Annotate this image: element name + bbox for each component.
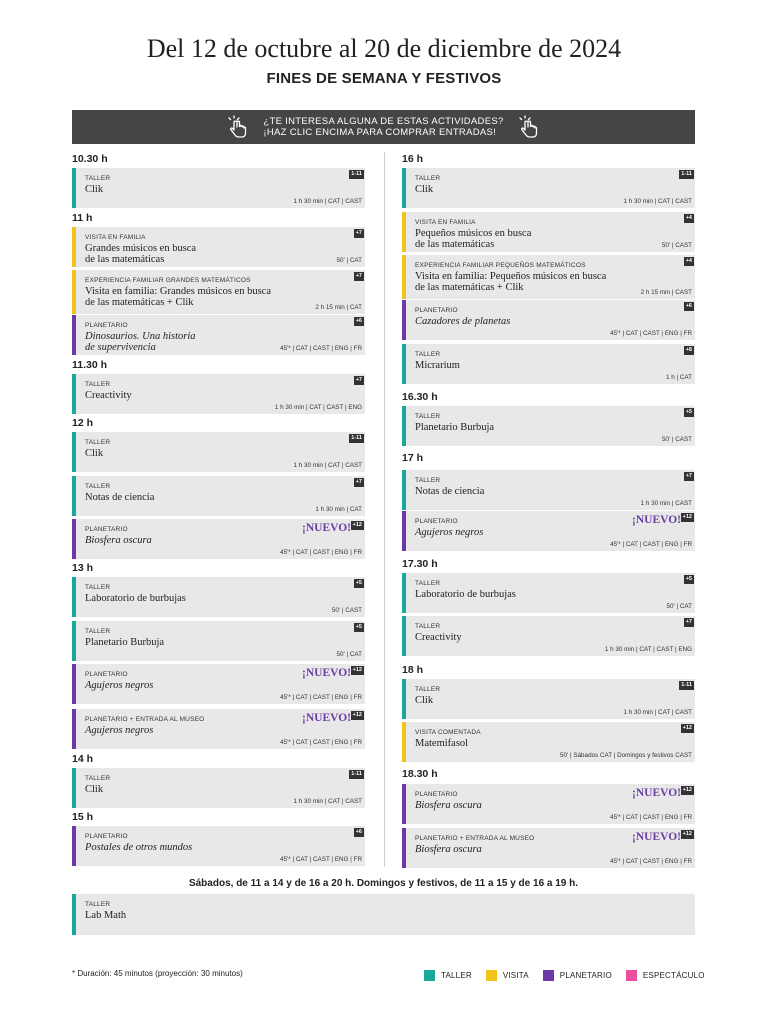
activity-name: Notas de ciencia (415, 486, 485, 497)
activity-name: Biosfera oscura (415, 800, 482, 811)
activity-category: PLANETARIO (415, 791, 458, 798)
category-color-bar (72, 270, 76, 314)
legend-item-planetario (543, 970, 612, 981)
activity-category: PLANETARIO (415, 307, 458, 314)
buy-tickets-banner[interactable] (72, 110, 695, 144)
activity-category: TALLER (415, 623, 441, 630)
page-subtitle: FINES DE SEMANA Y FESTIVOS (266, 70, 502, 87)
activity-duration-languages: 45'* | CAT | CAST | ENG | FR (280, 694, 362, 701)
category-color-bar (402, 406, 406, 446)
time-slot-heading: 15 h (72, 811, 94, 823)
age-badge: +5 (685, 409, 692, 415)
activity-category: TALLER (85, 381, 111, 388)
category-color-bar (72, 577, 76, 617)
age-badge: +6 (355, 829, 362, 835)
page-title: Del 12 de octubre al 20 de diciembre de 2024 (146, 34, 622, 63)
activity-duration-languages: 50' | CAST (661, 242, 692, 249)
activity-duration-languages: 1 h 30 min | CAT | CAST | ENG (274, 404, 362, 411)
duration-footnote: * Duración: 45 minutos (proyección: 30 minutos) (72, 969, 243, 978)
age-badge: +7 (355, 273, 362, 279)
age-badge: +12 (352, 522, 362, 528)
time-slot-heading: 18 h (402, 664, 424, 676)
activity-name: Dinosaurios. Una historia de supervivencia (85, 331, 196, 353)
activity-duration-languages: 50' | CAT (666, 603, 692, 610)
age-badge: +8 (685, 347, 692, 353)
activity-category: TALLER (415, 686, 441, 693)
time-slot-heading: 13 h (72, 562, 94, 574)
age-badge: +5 (685, 576, 692, 582)
activity-card[interactable] (402, 828, 695, 868)
activity-card[interactable] (402, 722, 695, 762)
legend-label: VISITA (502, 970, 529, 980)
activity-category: VISITA COMENTADA (415, 729, 481, 736)
activity-duration-languages: 45'* | CAT | CAST | ENG | FR (610, 330, 692, 337)
category-color-bar (402, 511, 406, 551)
activity-name: Agujeros negros (85, 725, 154, 736)
activity-card[interactable] (72, 519, 365, 559)
new-badge: ¡NUEVO! (632, 831, 681, 843)
activity-name: Lab Math (85, 910, 127, 921)
activity-duration-languages: 2 h 15 min | CAST (640, 289, 692, 296)
age-badge: 1-11 (681, 171, 692, 177)
activity-name: Biosfera oscura (85, 535, 152, 546)
activity-duration-languages: 45'* | CAT | CAST | ENG | FR (280, 345, 362, 352)
activity-card-lab-math[interactable] (72, 894, 695, 935)
activity-name: Biosfera oscura (415, 844, 482, 855)
category-color-bar (402, 784, 406, 824)
activity-duration-languages: 2 h 15 min | CAT (315, 304, 362, 311)
activity-duration-languages: 45'* | CAT | CAST | ENG | FR (280, 739, 362, 746)
activity-duration-languages: 50' | CAT (336, 257, 362, 264)
activity-duration-languages: 45'* | CAT | CAST | ENG | FR (280, 549, 362, 556)
activity-name: Agujeros negros (85, 680, 154, 691)
activity-name: Planetario Burbuja (85, 637, 165, 648)
age-badge: +12 (682, 787, 692, 793)
activity-category: PLANETARIO (85, 322, 128, 329)
activity-duration-languages: 1 h 30 min | CAST (640, 500, 692, 507)
activity-card[interactable] (402, 616, 695, 656)
category-color-bar (72, 768, 76, 808)
age-badge: +12 (682, 514, 692, 520)
age-badge: 1-11 (681, 682, 692, 688)
activity-card[interactable] (72, 709, 365, 749)
time-slot-heading: 17 h (402, 452, 424, 464)
new-badge: ¡NUEVO! (632, 787, 681, 799)
activity-card[interactable] (72, 621, 365, 661)
new-badge: ¡NUEVO! (302, 712, 351, 724)
time-slot-heading: 12 h (72, 417, 94, 429)
category-color-bar (402, 679, 406, 719)
activity-name: Creactivity (85, 390, 132, 401)
activity-category: TALLER (415, 413, 441, 420)
time-slot-heading: 17.30 h (402, 558, 438, 570)
legend-label: ESPECTÁCULO (642, 970, 705, 980)
category-color-bar (402, 168, 406, 208)
activity-card[interactable] (72, 826, 365, 866)
time-slot-heading: 10.30 h (72, 153, 108, 165)
activity-card[interactable] (402, 212, 695, 252)
category-color-bar (402, 470, 406, 510)
activity-name: Clik (415, 184, 434, 195)
activity-category: TALLER (85, 775, 111, 782)
activity-name: Visita en familia: Pequeños músicos en busca de las matemáticas + Clik (415, 271, 607, 293)
activity-category: PLANETARIO + ENTRADA AL MUSEO (85, 716, 205, 723)
category-color-bar (72, 315, 76, 355)
age-badge: +7 (685, 473, 692, 479)
hand-pointer-icon (518, 115, 540, 139)
age-badge: 1-11 (351, 435, 362, 441)
age-badge: +6 (685, 303, 692, 309)
legend-item-taller (424, 970, 472, 981)
category-color-bar (402, 255, 406, 299)
activity-category: PLANETARIO + ENTRADA AL MUSEO (415, 835, 535, 842)
activity-card[interactable] (72, 270, 365, 314)
category-color-bar (72, 621, 76, 661)
activity-duration-languages: 1 h 30 min | CAT | CAST (623, 198, 692, 205)
category-color-bar (72, 894, 76, 935)
category-color-bar (402, 573, 406, 613)
activity-category: EXPERIENCIA FAMILIAR PEQUEÑOS MATEMÁTICOS (415, 262, 586, 269)
age-badge: +7 (685, 619, 692, 625)
legend-item-espectaculo (626, 970, 705, 981)
activity-card[interactable] (72, 432, 365, 472)
activity-card[interactable] (72, 476, 365, 516)
activity-name: Clik (85, 784, 104, 795)
age-badge: 1-11 (351, 171, 362, 177)
age-badge: 1-11 (351, 771, 362, 777)
activity-name: Micrarium (415, 360, 460, 371)
age-badge: +4 (685, 215, 692, 221)
column-divider (384, 152, 385, 867)
activity-name: Planetario Burbuja (415, 422, 495, 433)
activity-duration-languages: 1 h | CAT (665, 374, 692, 381)
time-slot-heading: 16 h (402, 153, 424, 165)
activity-category: TALLER (85, 584, 111, 591)
category-legend (424, 969, 705, 981)
activity-card[interactable] (402, 470, 695, 510)
time-slot-heading: 11.30 h (72, 359, 108, 371)
age-badge: +12 (682, 831, 692, 837)
age-badge: +7 (355, 377, 362, 383)
activity-duration-languages: 45'* | CAT | CAST | ENG | FR (610, 858, 692, 865)
category-color-bar (402, 212, 406, 252)
activity-duration-languages: 1 h 30 min | CAT | CAST (293, 798, 362, 805)
activity-name: Pequeños músicos en busca de las matemáticas (415, 228, 532, 250)
activity-name: Agujeros negros (415, 527, 484, 538)
activity-name: Postales de otros mundos (85, 842, 193, 853)
activity-category: VISITA EN FAMILIA (415, 219, 476, 226)
activity-name: Laboratorio de burbujas (85, 593, 186, 604)
activity-name: Clik (415, 695, 434, 706)
category-color-bar (72, 476, 76, 516)
time-slot-heading: 11 h (72, 212, 93, 224)
activity-card[interactable] (402, 573, 695, 613)
category-color-bar (402, 344, 406, 384)
category-color-bar (72, 709, 76, 749)
activity-name: Clik (85, 448, 104, 459)
category-color-bar (72, 519, 76, 559)
activity-category: TALLER (85, 439, 111, 446)
activity-card[interactable] (402, 168, 695, 208)
activity-category: EXPERIENCIA FAMILIAR GRANDES MATEMÁTICOS (85, 277, 251, 284)
activity-duration-languages: 1 h 30 min | CAT (315, 506, 362, 513)
activity-card[interactable] (402, 406, 695, 446)
activity-category: TALLER (415, 175, 441, 182)
category-color-bar (72, 168, 76, 208)
category-color-bar (402, 828, 406, 868)
banner-line-1: ¿TE INTERESA ALGUNA DE ESTAS ACTIVIDADES? (263, 116, 504, 127)
legend-item-visita (486, 970, 529, 981)
activity-name: Cazadores de planetas (415, 316, 511, 327)
activity-name: Notas de ciencia (85, 492, 155, 503)
activity-category: TALLER (415, 580, 441, 587)
activity-duration-languages: 45'* | CAT | CAST | ENG | FR (610, 814, 692, 821)
activity-card[interactable] (402, 344, 695, 384)
category-color-bar (402, 300, 406, 340)
category-color-bar (402, 616, 406, 656)
activity-card[interactable] (402, 300, 695, 340)
legend-swatch (486, 970, 497, 981)
category-color-bar (72, 664, 76, 704)
activity-duration-languages: 1 h 30 min | CAT | CAST (293, 462, 362, 469)
activity-category: TALLER (415, 477, 441, 484)
activity-card[interactable] (402, 784, 695, 824)
activity-duration-languages: 50' | CAST (661, 436, 692, 443)
activity-card[interactable] (72, 374, 365, 414)
category-color-bar (72, 826, 76, 866)
activity-duration-languages: 50' | CAT (336, 651, 362, 658)
category-color-bar (72, 227, 76, 267)
legend-swatch (626, 970, 637, 981)
age-badge: +4 (685, 258, 692, 264)
activity-duration-languages: 1 h 30 min | CAT | CAST (293, 198, 362, 205)
activity-category: TALLER (85, 628, 111, 635)
banner-line-2: ¡HAZ CLIC ENCIMA PARA COMPRAR ENTRADAS! (263, 127, 497, 138)
activity-name: Laboratorio de burbujas (415, 589, 516, 600)
legend-label: TALLER (441, 970, 472, 980)
age-badge: +12 (682, 725, 692, 731)
time-slot-heading: 16.30 h (402, 391, 438, 403)
activity-card[interactable] (72, 227, 365, 267)
age-badge: +12 (352, 667, 362, 673)
age-badge: +12 (352, 712, 362, 718)
activity-card[interactable] (402, 679, 695, 719)
age-badge: +5 (355, 624, 362, 630)
banner-text (263, 116, 503, 138)
legend-swatch (543, 970, 554, 981)
age-badge: +7 (355, 230, 362, 236)
activity-name: Creactivity (415, 632, 462, 643)
activity-category: PLANETARIO (85, 671, 128, 678)
activity-card[interactable] (72, 768, 365, 808)
activity-duration-languages: 50' | CAST (331, 607, 362, 614)
activity-card[interactable] (72, 664, 365, 704)
activity-category: TALLER (415, 351, 441, 358)
activity-duration-languages: 50' | Sábados CAT | Domingos y festivos CAST (560, 752, 692, 759)
activity-category: PLANETARIO (415, 518, 458, 525)
activity-card[interactable] (402, 255, 695, 299)
age-badge: +7 (355, 479, 362, 485)
activity-category: PLANETARIO (85, 833, 128, 840)
time-slot-heading: 18.30 h (402, 768, 438, 780)
legend-label: PLANETARIO (559, 970, 612, 980)
schedule-note: Sábados, de 11 a 14 y de 16 a 20 h. Domingos y festivos, de 11 a 15 y de 16 a 19 h. (188, 878, 579, 889)
legend-swatch (424, 970, 435, 981)
activity-duration-languages: 45'* | CAT | CAST | ENG | FR (280, 856, 362, 863)
age-badge: +5 (355, 580, 362, 586)
activity-name: Visita en familia: Grandes músicos en busca de las matemáticas + Clik (85, 286, 271, 308)
activity-card[interactable] (72, 315, 365, 355)
new-badge: ¡NUEVO! (632, 514, 681, 526)
activity-card[interactable] (72, 168, 365, 208)
activity-name: Matemifasol (415, 738, 469, 749)
activity-card[interactable] (402, 511, 695, 551)
activity-duration-languages: 1 h 30 min | CAT | CAST | ENG (604, 646, 692, 653)
activity-category: VISITA EN FAMILIA (85, 234, 146, 241)
activity-category: PLANETARIO (85, 526, 128, 533)
time-slot-heading: 14 h (72, 753, 94, 765)
new-badge: ¡NUEVO! (302, 667, 351, 679)
activity-card[interactable] (72, 577, 365, 617)
activity-name: Clik (85, 184, 104, 195)
activity-duration-languages: 1 h 30 min | CAT | CAST (623, 709, 692, 716)
activity-category: TALLER (85, 175, 111, 182)
category-color-bar (72, 432, 76, 472)
new-badge: ¡NUEVO! (302, 522, 351, 534)
age-badge: +6 (355, 318, 362, 324)
activity-category: TALLER (85, 483, 111, 490)
category-color-bar (72, 374, 76, 414)
category-color-bar (402, 722, 406, 762)
hand-pointer-icon (227, 115, 249, 139)
activity-duration-languages: 45'* | CAT | CAST | ENG | FR (610, 541, 692, 548)
activity-category: TALLER (85, 901, 111, 908)
activity-name: Grandes músicos en busca de las matemáticas (85, 243, 197, 265)
